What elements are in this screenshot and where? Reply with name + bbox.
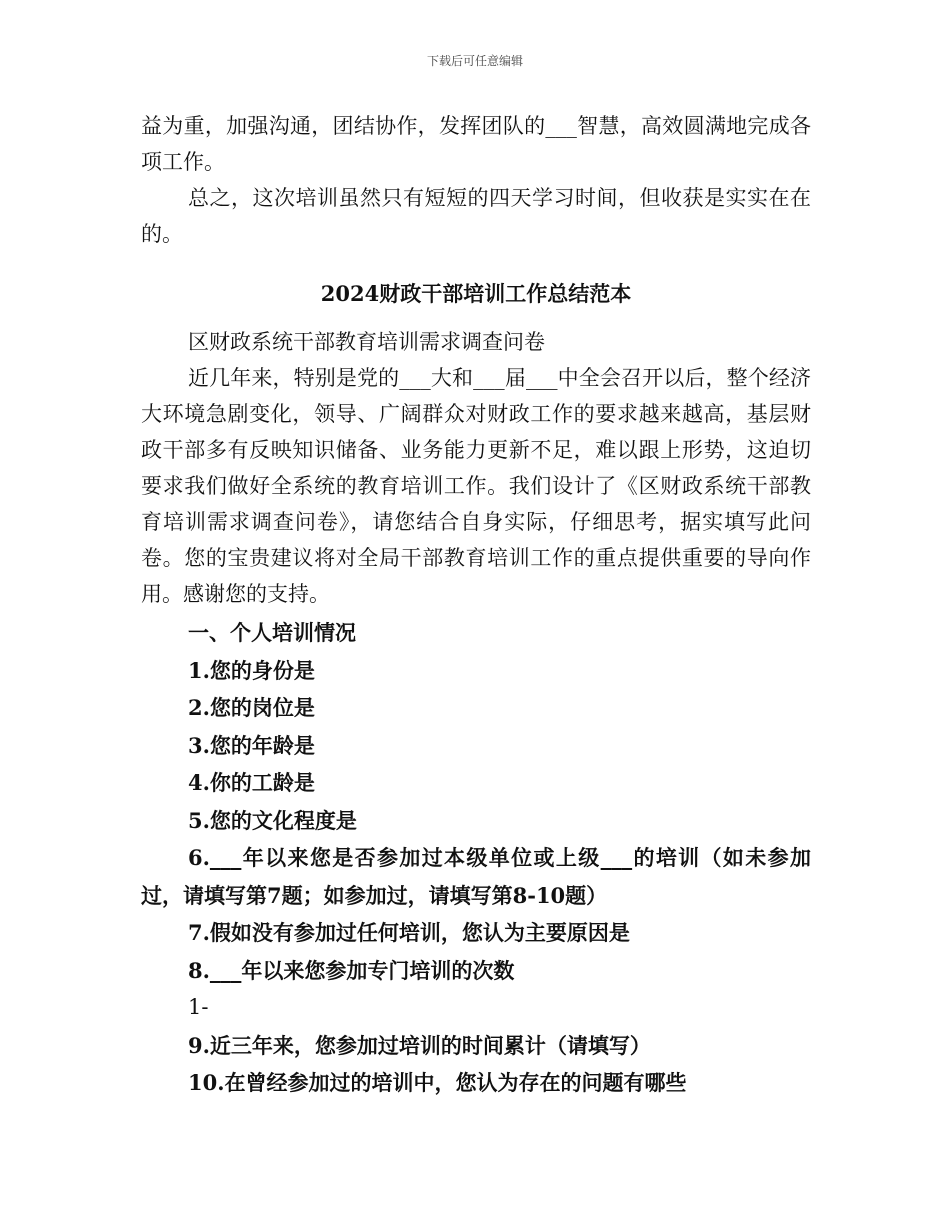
questionnaire-subtitle: 区财政系统干部教育培训需求调查问卷 xyxy=(188,330,545,354)
document-body xyxy=(141,108,811,1102)
question-item: 2.您的岗位是 xyxy=(188,695,315,720)
continued-paragraph: 益为重，加强沟通，团结协作，发挥团队的___智慧，高效圆满地完成各项工作。 xyxy=(141,114,811,174)
intro-paragraph: 近几年来，特别是党的___大和___届___中全会召开以后，整个经济大环境急剧变化，领导、广阔群众对财政工作的要求越来越高，基层财政干部多有反映知识储备、业务能力更新不足，难以跟上形势，这迫切要求我们做好全系统的教育培训工作。我们设计了《区财政系统干部教育培训需求调查问卷》，请您结合自身实际，仔细思考，据实填写此问卷。您的宝贵建议将对全局干部教育培训工作的重点提供重要的导向作用。感谢您的支持。 xyxy=(141,366,811,606)
answer-option: 1- xyxy=(188,995,209,1019)
question-item: 9.近三年来，您参加过培训的时间累计（请填写） xyxy=(188,1032,651,1058)
question-item: 4.你的工龄是 xyxy=(188,770,315,795)
question-item: 6.___年以来您是否参加过本级单位或上级___的培训（如未参加过，请填写第7题；如参加过，请填写第8-10题） xyxy=(141,845,811,908)
question-item: 8.___年以来您参加专门培训的次数 xyxy=(188,957,515,983)
question-item: 10.在曾经参加过的培训中，您认为存在的问题有哪些 xyxy=(188,1070,687,1095)
question-item: 5.您的文化程度是 xyxy=(188,807,357,833)
summary-paragraph: 总之，这次培训虽然只有短短的四天学习时间，但收获是实实在在的。 xyxy=(141,186,811,246)
question-item: 3.您的年龄是 xyxy=(188,732,315,758)
page-header: 下载后可任意编辑 xyxy=(426,54,523,68)
question-item: 7.假如没有参加过任何培训，您认为主要原因是 xyxy=(188,920,630,945)
section-heading: 一、个人培训情况 xyxy=(188,620,356,645)
document-title: 2024财政干部培训工作总结范本 xyxy=(320,281,632,306)
question-item: 1.您的身份是 xyxy=(188,657,315,683)
